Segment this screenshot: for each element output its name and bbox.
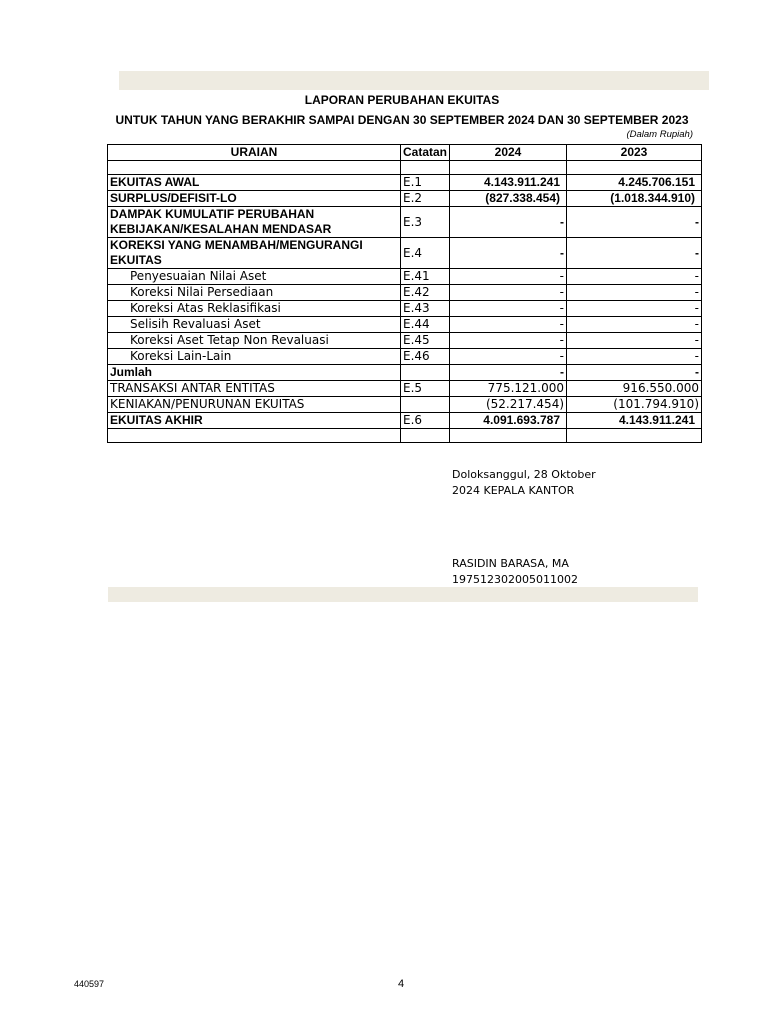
row-note: E.41 — [401, 269, 450, 285]
row-value-2023: - — [567, 365, 702, 381]
row-note: E.2 — [401, 191, 450, 207]
row-value-2024: - — [450, 317, 567, 333]
row-note — [401, 365, 450, 381]
table-row — [108, 333, 702, 349]
table-header-row — [108, 145, 702, 161]
currency-unit-note: (Dalam Rupiah) — [626, 129, 693, 140]
row-note: E.44 — [401, 317, 450, 333]
table-row — [108, 207, 702, 238]
table-row — [108, 191, 702, 207]
table-row — [108, 269, 702, 285]
row-value-2024: 4.143.911.241 — [450, 175, 567, 191]
row-label: EKUITAS AWAL — [108, 175, 401, 191]
row-value-2024: - — [450, 285, 567, 301]
row-label: KOREKSI YANG MENAMBAH/MENGURANGI EKUITAS — [108, 238, 401, 269]
signatory-nip: 197512302005011002 — [452, 573, 578, 586]
row-note: E.5 — [401, 381, 450, 397]
row-note: E.6 — [401, 413, 450, 429]
table-row-spacer — [108, 161, 702, 175]
table-row — [108, 397, 702, 413]
footer-band — [108, 587, 698, 602]
row-note: E.46 — [401, 349, 450, 365]
table-row — [108, 238, 702, 269]
column-header-catatan: Catatan — [401, 145, 450, 161]
row-value-2023: - — [567, 301, 702, 317]
row-value-2023: - — [567, 317, 702, 333]
table-row — [108, 365, 702, 381]
row-value-2024: - — [450, 365, 567, 381]
row-label: Selisih Revaluasi Aset — [108, 317, 401, 333]
table-row — [108, 285, 702, 301]
row-label: Koreksi Aset Tetap Non Revaluasi — [108, 333, 401, 349]
row-value-2023: (1.018.344.910) — [567, 191, 702, 207]
row-note: E.3 — [401, 207, 450, 238]
row-value-2023: (101.794.910) — [567, 397, 702, 413]
row-value-2023: - — [567, 333, 702, 349]
row-value-2024: - — [450, 333, 567, 349]
row-label: DAMPAK KUMULATIF PERUBAHAN KEBIJAKAN/KESALAHAN MENDASAR — [108, 207, 401, 238]
column-header-2024: 2024 — [450, 145, 567, 161]
row-value-2024: 775.121.000 — [450, 381, 567, 397]
row-value-2023: - — [567, 269, 702, 285]
row-value-2024: - — [450, 238, 567, 269]
row-value-2024: (52.217.454) — [450, 397, 567, 413]
table-row — [108, 317, 702, 333]
row-label: Koreksi Atas Reklasifikasi — [108, 301, 401, 317]
row-value-2023: - — [567, 285, 702, 301]
table-row — [108, 413, 702, 429]
row-label: Penyesuaian Nilai Aset — [108, 269, 401, 285]
row-value-2024: 4.091.693.787 — [450, 413, 567, 429]
signature-title: 2024 KEPALA KANTOR — [452, 484, 575, 497]
column-header-2023: 2023 — [567, 145, 702, 161]
row-value-2023: 916.550.000 — [567, 381, 702, 397]
row-value-2024: - — [450, 207, 567, 238]
table-row — [108, 381, 702, 397]
row-value-2024: - — [450, 301, 567, 317]
row-note — [401, 397, 450, 413]
row-note: E.4 — [401, 238, 450, 269]
row-value-2023: 4.143.911.241 — [567, 413, 702, 429]
row-note: E.42 — [401, 285, 450, 301]
row-value-2023: 4.245.706.151 — [567, 175, 702, 191]
row-value-2024: - — [450, 349, 567, 365]
row-value-2023: - — [567, 349, 702, 365]
signatory-name: RASIDIN BARASA, MA — [452, 557, 569, 570]
row-label: SURPLUS/DEFISIT-LO — [108, 191, 401, 207]
row-label: Jumlah — [108, 365, 401, 381]
row-note: E.1 — [401, 175, 450, 191]
equity-change-table — [107, 144, 702, 443]
row-label: EKUITAS AKHIR — [108, 413, 401, 429]
table-row — [108, 301, 702, 317]
row-value-2023: - — [567, 238, 702, 269]
table-row-spacer — [108, 429, 702, 443]
report-subtitle: UNTUK TAHUN YANG BERAKHIR SAMPAI DENGAN 30 SEPTEMBER 2024 DAN 30 SEPTEMBER 2023 — [115, 113, 689, 127]
table-row — [108, 349, 702, 365]
row-label: TRANSAKSI ANTAR ENTITAS — [108, 381, 401, 397]
row-label: Koreksi Lain-Lain — [108, 349, 401, 365]
page-number: 4 — [398, 978, 405, 990]
header-band — [119, 71, 709, 90]
column-header-uraian: URAIAN — [108, 145, 401, 161]
table-row — [108, 175, 702, 191]
row-value-2023: - — [567, 207, 702, 238]
document-id: 440597 — [74, 979, 105, 989]
row-note: E.43 — [401, 301, 450, 317]
row-label: Koreksi Nilai Persediaan — [108, 285, 401, 301]
row-note: E.45 — [401, 333, 450, 349]
row-label: KENIAKAN/PENURUNAN EKUITAS — [108, 397, 401, 413]
signature-place-date: Doloksanggul, 28 Oktober — [452, 468, 596, 481]
row-value-2024: - — [450, 269, 567, 285]
row-value-2024: (827.338.454) — [450, 191, 567, 207]
report-title: LAPORAN PERUBAHAN EKUITAS — [304, 93, 500, 107]
